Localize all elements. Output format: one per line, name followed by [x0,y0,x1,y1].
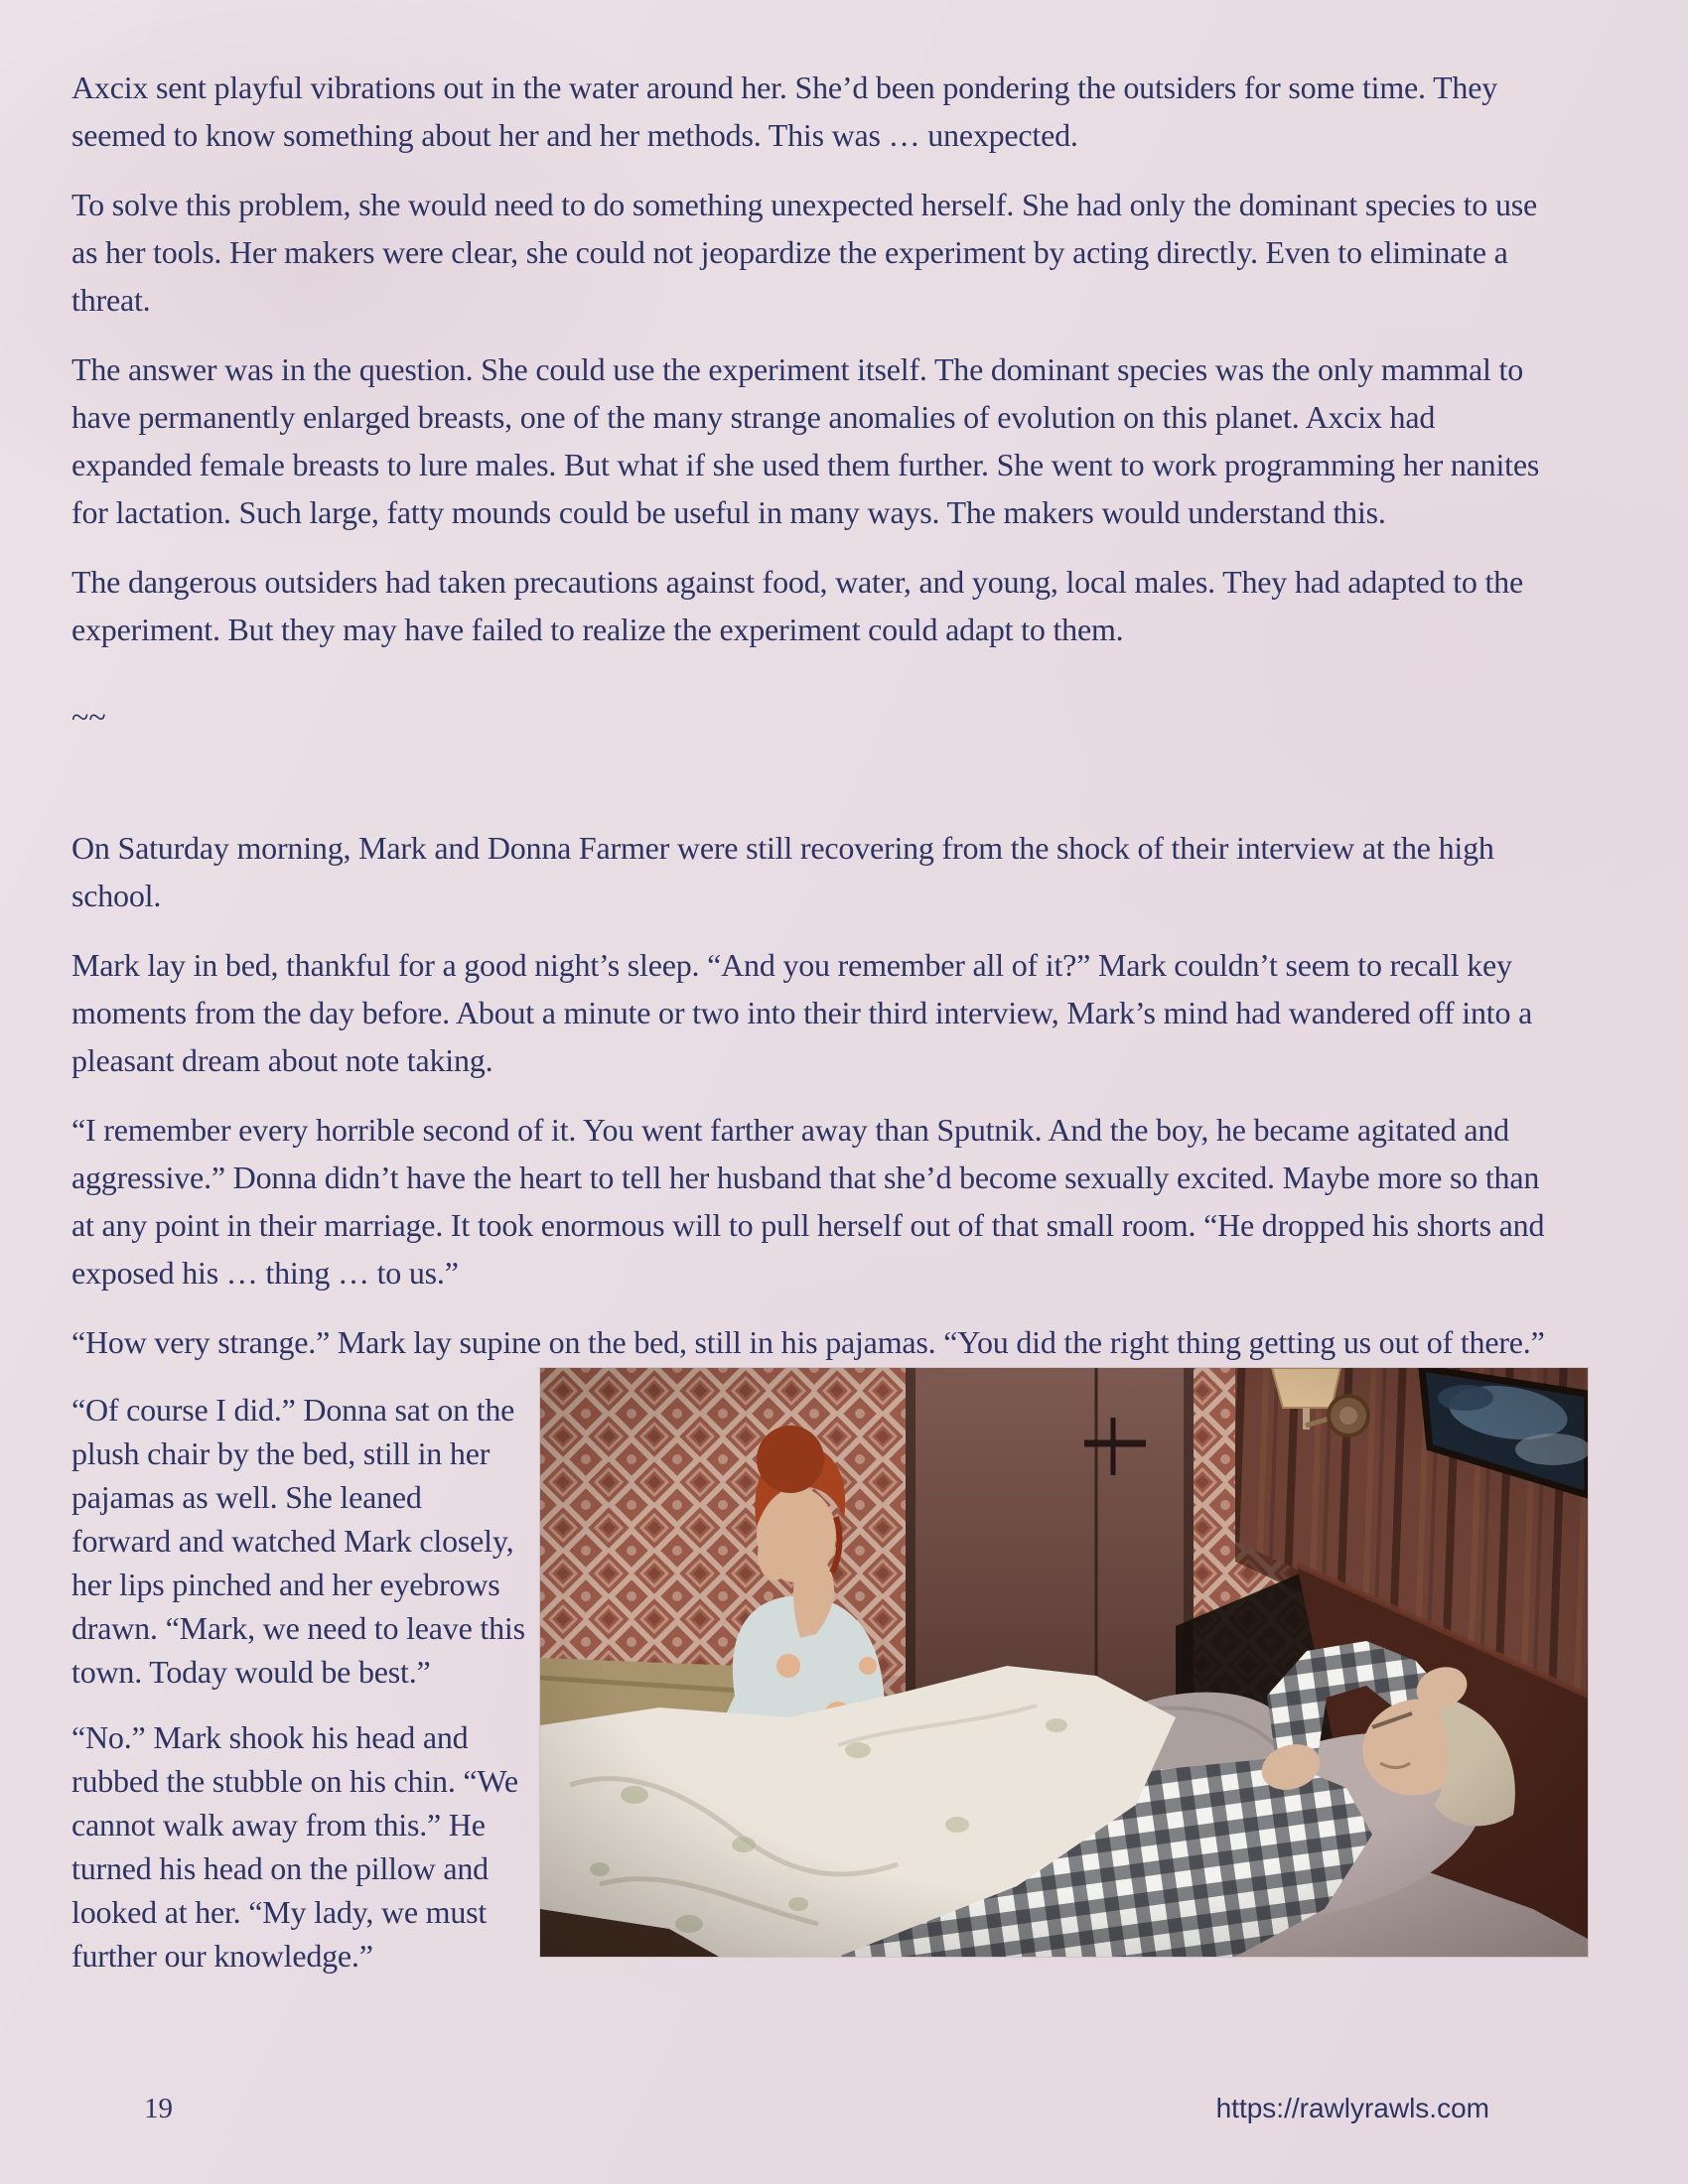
page-footer [144,2093,1489,2125]
story-paragraph: “I remember every horrible second of it. You went farther away than Sputnik. And the boy, he became agitated and aggressive.” Donna didn’t have the heart to tell her husband that she’d become sexually excited. Maybe more so than at any point in their marriage. It took enormous will to pull herself out of that small room. “He dropped his shorts and exposed his … thing … to us.” [71,1112,1545,1291]
story-paragraph: The dangerous outsiders had taken precautions against food, water, and young, local males. They had adapted to the experiment. But they may have failed to realize the experiment could adapt to them. [71,564,1523,647]
wrapped-text-column [71,1388,528,1999]
story-paragraph: “How very strange.” Mark lay supine on the bed, still in his pajamas. “You did the right thing getting us out of there.” [71,1324,1545,1360]
page-number: 19 [144,2093,173,2124]
story-paragraph: To solve this problem, she would need to do something unexpected herself. She had only the dominant species to use as her tools. Her makers were clear, she could not jeopardize the experiment by acting directly. Even to eliminate a threat. [71,187,1537,318]
site-url: https://rawlyrawls.com [1215,2093,1489,2123]
photo-vignette [540,1368,1588,1957]
story-paragraph: Mark lay in bed, thankful for a good night’s sleep. “And you remember all of it?” Mark couldn’t seem to recall key moments from the day before. About a minute or two into their third interview, Mark’s mind had wandered off into a pleasant dream about note taking. [71,947,1533,1078]
story-paragraph: “Of course I did.” Donna sat on the plush chair by the bed, still in her pajamas as well. She leaned forward and watched Mark closely, her lips pinched and her eyebrows drawn. “Mark, we need to leave this town. Today would be best.” [71,1392,525,1690]
scene-break-separator: ~~ [71,699,106,735]
story-paragraph: “No.” Mark shook his head and rubbed the stubble on his chin. “We cannot walk away from this.” He turned his head on the pillow and looked at her. “My lady, we must further our knowledge.” [71,1719,518,1974]
story-paragraph: On Saturday morning, Mark and Donna Farmer were still recovering from the shock of their interview at the high school. [71,830,1494,913]
story-paragraph: The answer was in the question. She could use the experiment itself. The dominant species was the only mammal to have permanently enlarged breasts, one of the many strange anomalies of evolution on this planet. Axcix had expanded female breasts to lure males. But what if she used them further. She went to work programming her nanites for lactation. Such large, fatty mounds could be useful in many ways. The makers would understand this. [71,351,1540,530]
bedroom-photo [540,1368,1588,1957]
story-paragraph: Axcix sent playful vibrations out in the water around her. She’d been pondering the outsiders for some time. They seemed to know something about her and her methods. This was … unexpected. [71,69,1498,153]
text-and-image-section [71,1388,1557,1999]
